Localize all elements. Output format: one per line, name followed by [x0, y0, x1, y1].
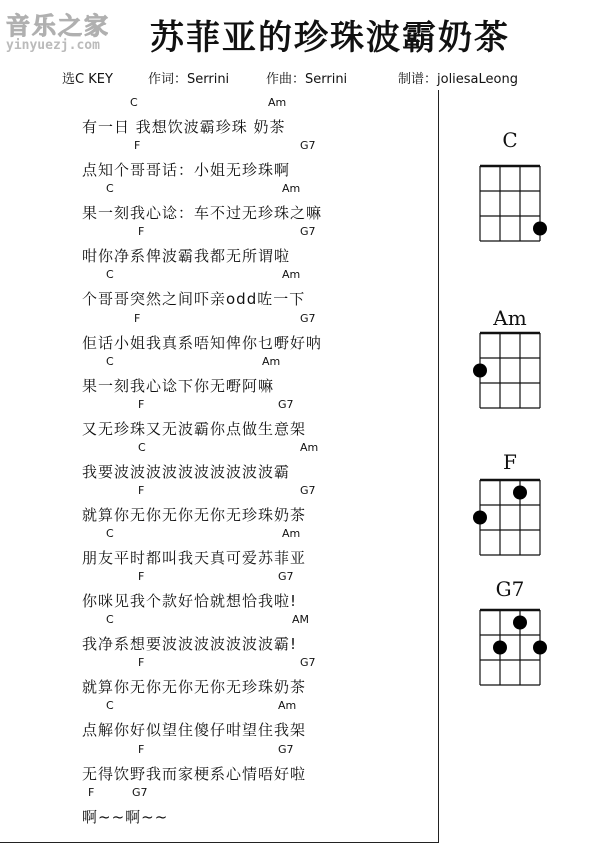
lyric-text: 佢话小姐我真系唔知俾你乜嘢好呐 [82, 333, 323, 352]
chord-diagram-name: Am [493, 306, 527, 330]
composer-info: 作曲：Serrini [266, 72, 348, 87]
chord-label: C [106, 268, 114, 282]
lyricist-info: 作词：Serrini [148, 72, 230, 87]
chord-label: C [106, 699, 114, 713]
chord-label: F [134, 139, 141, 153]
chord-label: Am [262, 354, 281, 368]
chord-label: Am [268, 96, 287, 109]
chord-label: F [134, 311, 141, 325]
arranger-info: 制谱：joliesaLeong [398, 72, 518, 87]
chord-label: F [138, 483, 145, 497]
key-info: 选C KEY [62, 72, 113, 87]
chord-label: F [138, 742, 145, 756]
chord-label: G7 [300, 483, 316, 497]
chord-label: G7 [278, 570, 294, 584]
lyric-text: 个哥哥突然之间吓亲odd咗一下 [82, 290, 306, 309]
chord-label: C [130, 96, 138, 109]
chord-label: Am [278, 699, 297, 713]
chord-label: Am [282, 527, 301, 540]
chord-diagram-grid [470, 605, 550, 690]
chord-label: G7 [300, 656, 316, 670]
lyric-text: 啊~~啊~~ [82, 807, 169, 826]
finger-dot [533, 641, 547, 655]
chord-label: G7 [300, 225, 316, 239]
finger-dot [473, 364, 487, 378]
chord-label: C [106, 527, 114, 540]
chord-label: C [106, 354, 114, 368]
finger-dot [513, 486, 527, 500]
chord-diagram-grid [470, 328, 550, 413]
chord-label: G7 [132, 785, 148, 799]
lyric-text: 无得饮野我而家梗系心情唔好啦 [82, 764, 307, 783]
chord-diagram-name: G7 [495, 577, 525, 601]
lyric-text: 就算你无你无你无你无珍珠奶茶 [82, 678, 307, 697]
lyric-text: 有一日 我想饮波霸珍珠 奶茶 [82, 118, 286, 136]
chord-label: AM [292, 613, 310, 627]
lyric-text: 又无珍珠又无波霸你点做生意架 [82, 419, 307, 438]
lyric-text: 就算你无你无你无你无珍珠奶茶 [82, 505, 307, 524]
lyric-text: 点解你好似望住傻仔咁望住我架 [82, 721, 307, 740]
logo-text-cn: 音乐之家 [6, 12, 110, 40]
lyric-text: 果一刻我心谂下你无嘢阿嘛 [82, 376, 275, 395]
chord-label: G7 [278, 397, 294, 411]
finger-dot [533, 222, 547, 236]
lyric-text: 我要波波波波波波波波波波霸 [82, 462, 291, 481]
finger-dot [513, 616, 527, 630]
finger-dot [473, 511, 487, 525]
lyric-text: 点知个哥哥话：小姐无珍珠啊 [82, 161, 291, 180]
lyric-text: 你咪见我个款好恰就想恰我啦! [82, 592, 298, 611]
logo-text-en: yinyuezj.com [6, 38, 100, 53]
lyric-text: 我净系想要波波波波波波波霸! [82, 635, 298, 654]
chord-label: Am [282, 268, 301, 282]
site-logo [6, 6, 146, 54]
song-title: 苏菲亚的珍珠波霸奶茶 [150, 18, 510, 58]
chord-label: F [138, 570, 145, 584]
chord-diagram-grid [470, 161, 550, 246]
chord-diagram-name: C [502, 128, 518, 152]
chord-label: F [138, 656, 145, 670]
chord-label: C [106, 182, 114, 196]
finger-dot [493, 641, 507, 655]
chord-label: Am [282, 182, 301, 196]
chord-label: G7 [278, 742, 294, 756]
chord-label: F [138, 397, 145, 411]
chord-diagram-grid [470, 475, 550, 560]
chord-label: G7 [300, 311, 316, 325]
chord-label: Am [300, 440, 319, 454]
chord-diagram-name: F [503, 450, 517, 474]
lyric-text: 咁你净系俾波霸我都无所谓啦 [82, 247, 291, 266]
lyric-text: 果一刻我心谂：车不过无珍珠之嘛 [82, 204, 323, 223]
chord-label: C [106, 613, 114, 627]
lyric-text: 朋友平时都叫我天真可爱苏菲亚 [82, 549, 307, 567]
chord-label: F [138, 225, 145, 239]
chord-label: C [138, 440, 146, 454]
chord-label: G7 [300, 139, 316, 153]
chord-label: F [88, 785, 95, 799]
